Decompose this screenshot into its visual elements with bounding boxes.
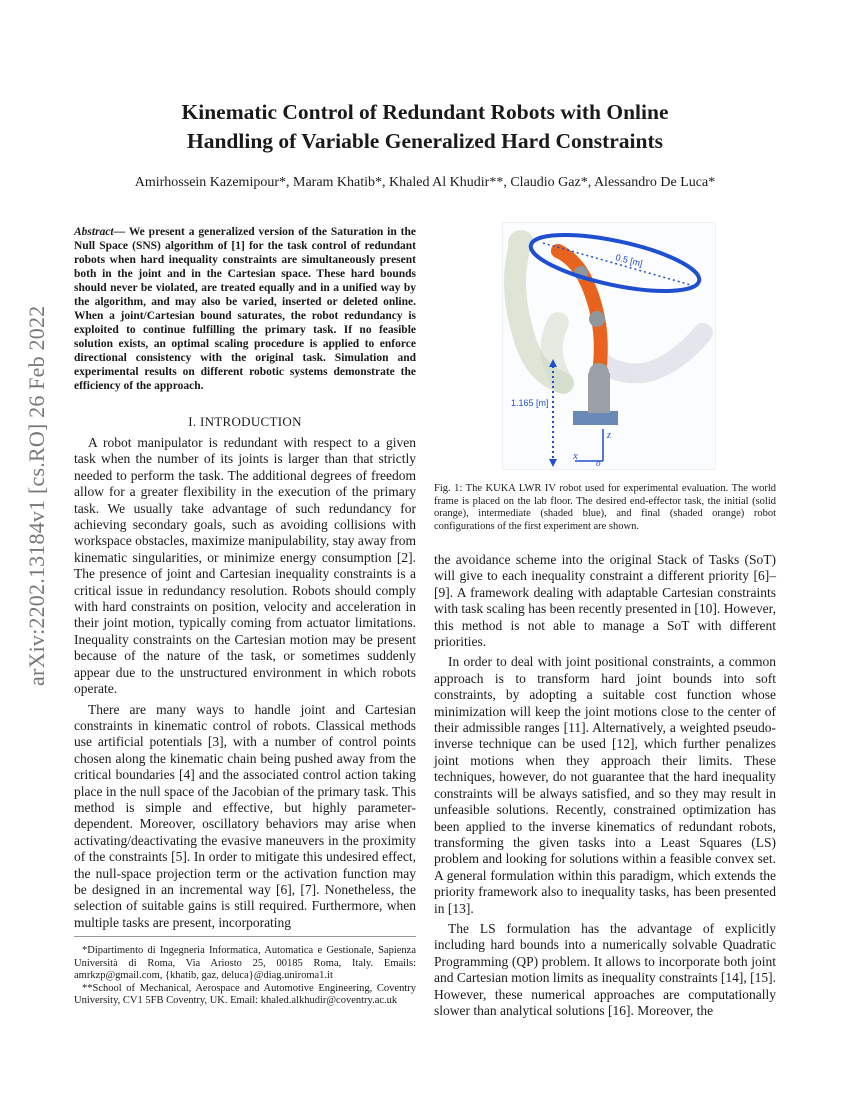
intro-paragraph: A robot manipulator is redundant with respect to a given task when the number of its joints is larger than that strictly needed to perform the task. The additional degrees of freedom allow for a greater flexibility in the execution of the primary task. We usually take advantage of such redundancy for achieving secondary goals, such as avoiding collisions with workspace obstacles, maximize manipulability, stay away from kinematic singularities, or minimize energy consumption [2]. The presence of joint and Cartesian inequality constraints is a critical issue in redundancy resolution. Robots should comply with hard constraints on position, velocity and acceleration in their joint motion, typically coming from actuator limitations. Inequality constraints on the Cartesian motion may be present because of the nature of the task, or sometimes suddenly appear due to the unstructured environment in which robots operate. xyxy=(74,435,416,697)
right-paragraph: The LS formulation has the advantage of explicitly including hard bounds into a numerically solvable Quadratic Programming (QP) problem. It allows to incorporate both joint and Cartesian motion limits as inequality constraints [14], [15]. However, these numerical approaches are computationally slower than analytical solutions [16]. Moreover, the xyxy=(434,920,776,1018)
height-arrow-down-icon xyxy=(549,459,557,467)
footnote-affiliation-1: *Dipartimento di Ingegneria Informatica, Automatica e Gestionale, Sapienza Università di Roma, Via Ariosto 25, 00185 Roma, Italy. Emails: amrkzp@gmail.com, {khatib, gaz, deluca}@diag.uniroma1.it xyxy=(74,945,416,982)
footnote-affiliation-2: **School of Mechanical, Aerospace and Automotive Engineering, Coventry University, CV1 5FB Coventry, UK. Email: khaled.alkhudir@coventry.ac.uk xyxy=(74,982,416,1007)
x-axis-label: x xyxy=(573,450,578,462)
section-heading-introduction: I. INTRODUCTION xyxy=(188,414,302,429)
arxiv-identifier: arXiv:2202.13184v1 [cs.RO] 26 Feb 2022 xyxy=(24,305,49,686)
figure-caption: Fig. 1: The KUKA LWR IV robot used for experimental evaluation. The world frame is placed on the lab floor. The desired end-effector task, the initial (solid orange), intermediate (shaded blue), and final (shaded orange) robot configurations of the first experiment are shown. xyxy=(434,483,776,532)
footnotes xyxy=(74,936,416,1008)
abstract-label: Abstract xyxy=(74,226,114,238)
origin-label: o xyxy=(596,458,601,468)
abstract xyxy=(74,225,416,393)
paper-title xyxy=(90,98,760,156)
introduction-body xyxy=(74,435,416,931)
robot-figure-illustration xyxy=(503,223,715,469)
title-line-1: Kinematic Control of Redundant Robots with Online xyxy=(181,100,669,124)
shaded-intermediate-configuration xyxy=(552,323,703,383)
title-line-2: Handling of Variable Generalized Hard Constraints xyxy=(186,129,663,153)
height-label: 1.165 [m] xyxy=(511,398,549,408)
robot-base xyxy=(573,411,618,425)
distance-label: 0.5 [m] xyxy=(614,252,644,269)
author-list: Amirhossein Kazemipour*, Maram Khatib*, Khaled Al Khudir**, Claudio Gaz*, Alessandro De Luca* xyxy=(134,175,716,190)
z-axis-label: z xyxy=(607,430,611,441)
task-ellipse xyxy=(526,224,703,303)
intro-paragraph: There are many ways to handle joint and Cartesian constraints in kinematic control of robots. Classical methods use artificial potentials [3], with a number of control points chosen along the kinematic chain being pushed away from the critical boundaries [4] and the associated control action taking place in the null space of the Jacobian of the primary task. This method is simple and effective, but highly parameter-dependent. Moreover, oscillatory behaviors may arise when activating/deactivating the evasive maneuvers in the proximity of the constraints [5]. In order to mitigate this undesired effect, the null-space projection term or the activation function may be designed in an incremental way [6], [7]. Nonetheless, the selection of suitable gains is still required. Furthermore, when multiple tasks are present, incorporating xyxy=(74,701,416,930)
abstract-text: — We present a generalized version of the Saturation in the Null Space (SNS) algorithm of [1] for the task control of redundant robots when hard inequality constraints are simultaneously present both in the joint and in the Cartesian space. These hard bounds should never be violated, are treated equally and in a unified way by the algorithm, and may also be varied, inserted or deleted online. When a joint/Cartesian bound saturates, the robot redundancy is exploited to continue fulfilling the primary task. If no feasible solution exists, an optimal scaling procedure is applied to enforce directional consistency with the original task. Simulation and experimental results on different robotic systems demonstrate the efficiency of the approach. xyxy=(74,226,416,392)
right-paragraph: the avoidance scheme into the original Stack of Tasks (SoT) will give to each inequality constraint a different priority [6]–[9]. A framework dealing with adaptable Cartesian constraints with task scaling has been recently presented in [10]. However, this method is not able to manage a SoT with different priorities. xyxy=(434,552,776,650)
robot-figure xyxy=(502,222,716,470)
ellipse-axis-line xyxy=(543,243,691,285)
right-paragraph: In order to deal with joint positional constraints, a common approach is to transform hard joint bounds into soft constraints, by adopting a suitable cost function whose minimization will keep the joint motions close to the center of their admissible ranges [11]. Alternatively, a weighted pseudo-inverse technique can be used [12], which further penalizes joint motions when they approach their limits. These techniques, however, do not guarantee that the hard inequality constraints will be always satisfied, and so they may result in unfeasible solutions. Recently, constrained optimization has been applied to the inverse kinematics of redundant robots, transforming the given tasks into a Least Squares (LS) problem and looking for solutions within a feasible convex set. A general formulation within this paradigm, which extends the priority framework also to inequality tasks, has been presented in [13]. xyxy=(434,654,776,916)
right-column-body xyxy=(434,552,776,1019)
